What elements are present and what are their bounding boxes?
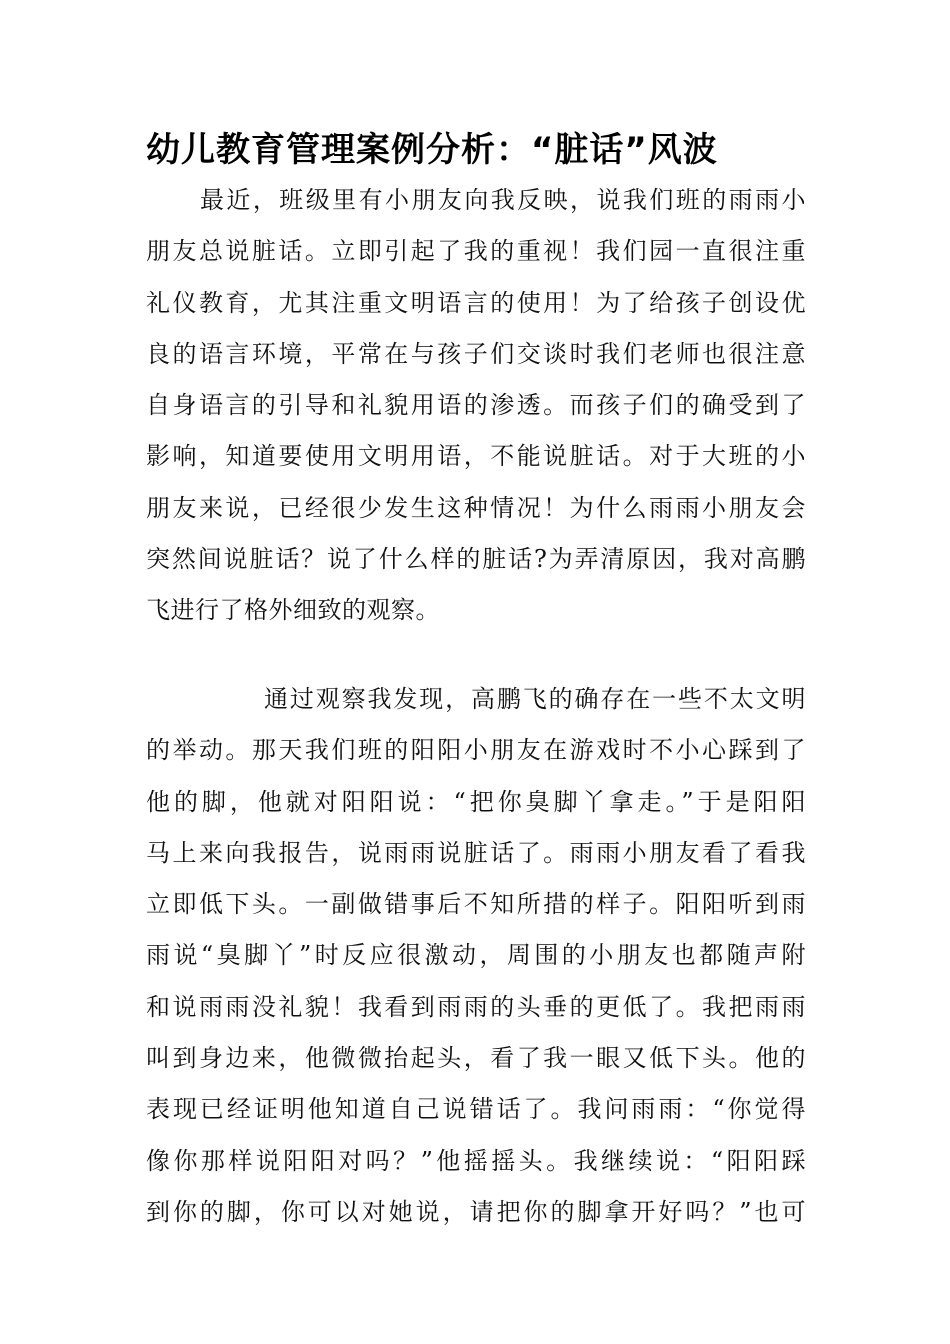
document-title: 幼儿教育管理案例分析：“脏话”风波 [146, 130, 718, 170]
text-line: 叫到身边来，他微微抬起头，看了我一眼又低下头。他的 [146, 1044, 806, 1073]
paragraph-1 [146, 175, 806, 637]
text-line: 自身语言的引导和礼貌用语的渗透。而孩子们的确受到了 [146, 391, 806, 420]
text-line: 通过观察我发现，高鹏飞的确存在一些不太文明 [264, 685, 806, 713]
text-line: 雨说“臭脚丫”时反应很激动，周围的小朋友也都随声附 [146, 941, 806, 970]
text-line: 的举动。那天我们班的阳阳小朋友在游戏时不小心踩到了 [146, 736, 806, 765]
text-line: 像你那样说阳阳对吗？”他摇摇头。我继续说：“阳阳踩 [146, 1146, 806, 1175]
text-line: 突然间说脏话？说了什么样的脏话?为弄清原因，我对高鹏 [146, 545, 806, 574]
text-line: 他的脚，他就对阳阳说：“把你臭脚丫拿走。”于是阳阳 [146, 787, 806, 816]
text-line: 马上来向我报告，说雨雨说脏话了。雨雨小朋友看了看我 [146, 838, 806, 867]
text-line: 飞进行了格外细致的观察。 [146, 596, 440, 625]
text-line: 到你的脚，你可以对她说，请把你的脚拿开好吗？”也可 [146, 1197, 806, 1226]
text-line: 礼仪教育，尤其注重文明语言的使用！为了给孩子创设优 [146, 288, 806, 317]
text-line: 朋友来说，已经很少发生这种情况！为什么雨雨小朋友会 [146, 493, 806, 522]
text-line: 良的语言环境，平常在与孩子们交谈时我们老师也很注意 [146, 339, 806, 368]
text-line: 影响，知道要使用文明用语，不能说脏话。对于大班的小 [146, 442, 806, 471]
text-line: 最近，班级里有小朋友向我反映，说我们班的雨雨小 [200, 186, 806, 214]
text-line: 朋友总说脏话。立即引起了我的重视！我们园一直很注重 [146, 237, 806, 266]
text-line: 表现已经证明他知道自己说错话了。我问雨雨：“你觉得 [146, 1095, 806, 1124]
text-line: 和说雨雨没礼貌！我看到雨雨的头垂的更低了。我把雨雨 [146, 992, 806, 1021]
paragraph-2 [146, 674, 806, 1238]
text-line: 立即低下头。一副做错事后不知所措的样子。阳阳听到雨 [146, 890, 806, 919]
